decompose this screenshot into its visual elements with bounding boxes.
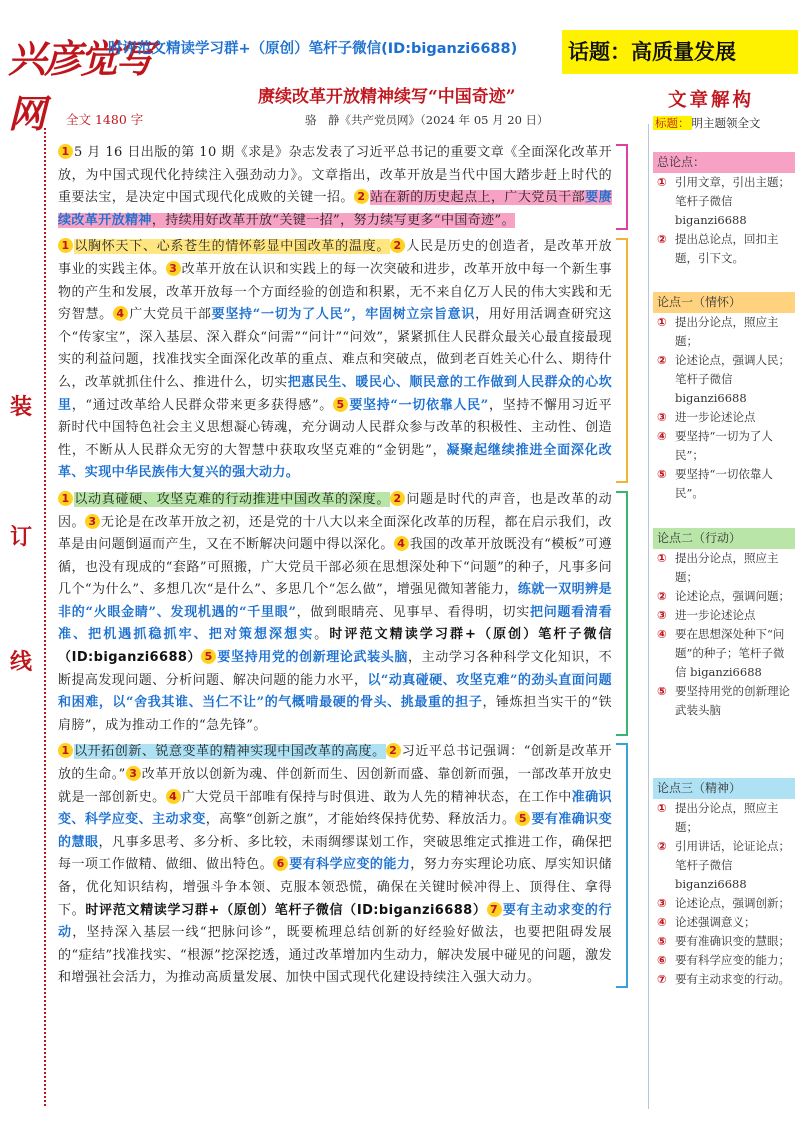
char-count: 全文 1480 字	[66, 112, 144, 127]
sentence-text: 改革开放在认识和实践上的每一次突破和进步，改革开放中每一个新生事物的产生和发展，改革开放每一个方面经验的创造和积累，无不来自亿万人民的伟大实践和无穷智慧。	[58, 261, 612, 323]
sentence-text: 改革开放以创新为魂、伴创新而生、因创新而盛、靠创新而强，一部改革开放史就是一部创新史。	[58, 767, 612, 805]
title-note: 明主题领全文	[691, 116, 761, 130]
sidebar-item-text: 要在思想深处种下“问题”的种子；笔杆子微信 biganzi6688	[675, 627, 785, 679]
sidebar-item-number: ②	[657, 353, 667, 367]
sidebar-section-head: 论点一（情怀）	[653, 292, 795, 313]
key-phrase: 要赓续改革开放精神	[58, 190, 612, 228]
sidebar-item	[653, 932, 795, 951]
sentence-number: 5	[515, 811, 530, 826]
key-phrase: 准确识变、科学应变、主动求变	[58, 789, 613, 828]
sidebar-item-text: 要坚持用党的创新理论武装头脑	[675, 684, 790, 717]
sentence-number: 4	[394, 536, 409, 551]
sentence-number: 3	[85, 514, 100, 529]
sentence-text: ，持续用好改革开放“关键一招”，努力续写更多“中国奇迹”。	[151, 212, 515, 228]
sidebar-item	[653, 625, 795, 682]
sidebar-item-text: 引用文章，引出主题；笔杆子微信 biganzi6688	[675, 175, 790, 227]
article-body	[58, 142, 612, 994]
sentence-text: 广大党员干部	[128, 307, 212, 323]
sidebar-item-text: 论述强调意义；	[675, 915, 756, 929]
sidebar-item-text: 论述论点，强调人民；笔杆子微信 biganzi6688	[675, 353, 790, 405]
sentence-number: 4	[166, 789, 181, 804]
sentence-text: 习近平总书记强调：“创新是改革开放的生命。”	[58, 744, 613, 783]
sidebar-item	[653, 427, 795, 465]
sentence-text: ，用好用活调查研究这个“传家宝”，深入基层、深入群众“问需”“问计”“问效”，紧紧抓住人民群众最关心最直接最现实的利益问题，找准找实全面深化改革的重点、难点和突破点，做到老百姓关心什么、期待什么，改革就抓住什么、推进什么，切实	[58, 307, 612, 390]
sentence-text: ，坚持深入基层一线“把脉问诊”，既要梳理总结创新的好经验好做法，也要把阻碍发展的“症结”找准找实、“根源”挖深挖透，通过改革增加内生动力，解决发展中碰见的问题，激发和增强社会活力，为推动高质量发展、加快中国式现代化建设持续注入强大动力。	[58, 925, 612, 986]
sidebar-item-text: 要坚持“一切为了人民”；	[675, 429, 773, 462]
sentence-text: 5 月 16 日出版的第 10 期《求是》杂志发表了习近平总书记的重要文章《全面深化改革开放，为中国式现代化持续注入强劲动力》。文章指出，改革开放是当代中国大踏步赶上时代的重要法宝，是决定中国式现代化成败的关键一招。	[58, 145, 612, 206]
sidebar-item-number: ①	[657, 801, 667, 815]
sentence-text: 以开拓创新、锐意变革的精神实现中国改革的高度。	[74, 744, 386, 760]
sidebar-item-number: ①	[657, 175, 667, 189]
sidebar-section-2	[653, 292, 795, 503]
sentence-text: 以动真碰硬、攻坚克难的行动推进中国改革的深度。	[74, 491, 391, 507]
sentence-text: 人民是历史的创造者，是改革开放事业的实践主体。	[58, 239, 612, 277]
sidebar-item	[653, 799, 795, 837]
sentence-text: ，努力夯实理论功底、厚实知识储备，优化知识结构，增强斗争本领、克服本领恐慌，确保在关键时候冲得上、顶得住、拿得下。	[58, 857, 612, 918]
sentence-number: 4	[113, 306, 128, 321]
sidebar-item	[653, 549, 795, 587]
binding-dotted-line	[44, 128, 46, 1106]
sidebar-item-text: 进一步论述论点	[675, 410, 756, 424]
key-phrase: 要坚持用党的创新理论武装头脑	[217, 650, 408, 666]
paragraph-2	[58, 236, 612, 485]
sentence-text: 。	[314, 627, 330, 643]
sidebar-item	[653, 606, 795, 625]
sidebar-title-note	[653, 115, 761, 131]
sidebar-item-text: 引用讲话，论证论点；笔杆子微信 biganzi6688	[675, 839, 790, 891]
sentence-text: ，做到眼睛亮、见事早、看得明，切实	[296, 604, 530, 620]
section-bracket	[616, 743, 628, 988]
sidebar-item	[653, 173, 795, 230]
sentence-text: 我国的改革开放既没有“模板”可遵循，也没有现成的“套路”可照搬，广大党员干部必须在思想深处种下“问题”的种子，凡事多问几个“为什么”、多想几次“是什么”、多思几个“怎么做”，增强见微知著能力，	[58, 537, 612, 598]
sidebar-item	[653, 230, 795, 268]
sidebar-item-text: 论述论点，强调创新；	[675, 896, 790, 910]
key-phrase: 练就一双明辨是非的“火眼金睛”、发现机遇的“千里眼”	[58, 582, 612, 620]
sidebar-section-4	[653, 778, 795, 989]
paragraph-3	[58, 489, 612, 738]
sentence-text: ，坚持不懈用习近平新时代中国特色社会主义思想凝心铸魂，充分调动人民群众参与改革的积极性、主动性、创造性，不断从人民群众无穷的大智慧中获取攻坚克难的“金钥匙”，	[58, 397, 612, 458]
sidebar-item-number: ④	[657, 915, 667, 929]
sidebar-item	[653, 951, 795, 970]
sidebar-item-number: ①	[657, 551, 667, 565]
sidebar-item	[653, 682, 795, 720]
paragraph-1	[58, 142, 612, 232]
binding-char-2: 订	[9, 524, 32, 550]
sidebar-item-text: 要有准确识变的慧眼；	[675, 934, 790, 948]
sentence-number: 1	[58, 144, 73, 159]
sidebar-item-text: 提出分论点，照应主题；	[675, 315, 779, 348]
sidebar-item-number: ⑦	[657, 972, 667, 986]
sidebar-item-text: 提出分论点，照应主题；	[675, 551, 779, 584]
sentence-text: ，“通过改革给人民群众带来更多获得感”。	[71, 397, 334, 413]
sidebar-section-head: 论点二（行动）	[653, 528, 795, 549]
sentence-number: 3	[166, 261, 181, 276]
sidebar-item-number: ③	[657, 410, 667, 424]
sentence-number: 1	[58, 491, 73, 506]
site-logo: 兴彦觉写网	[8, 36, 153, 136]
sidebar-item	[653, 351, 795, 408]
key-phrase: 以“动真碰硬、攻坚克难”的劲头直面问题和困难，以“舍我其谁、当仁不让”的气概啃最硬的骨头、挑最重的担子	[58, 672, 613, 711]
sentence-text: 广大党员干部唯有保持与时俱进、敢为人先的精神状态，在工作中	[181, 789, 572, 805]
sentence-number: 2	[386, 743, 401, 758]
sentence-number: 2	[390, 238, 405, 253]
sentence-number: 2	[390, 491, 405, 506]
sidebar-item-text: 要有主动求变的行动。	[675, 972, 790, 986]
key-phrase: 凝聚起继续推进全面深化改革、实现中华民族伟大复兴的强大动力。	[58, 442, 612, 481]
sidebar-item-number: ⑤	[657, 684, 667, 698]
sidebar-section-head: 总论点：	[653, 152, 795, 173]
key-phrase: 要坚持“一切为了人民”，牢固树立宗旨意识	[211, 307, 476, 323]
sidebar-item-number: ②	[657, 839, 667, 853]
sidebar-item-number: ②	[657, 232, 667, 246]
sentence-text: ，主动学习各种科学文化知识，不断提高发现问题、分析问题、解决问题的能力水平，	[58, 650, 612, 688]
sidebar-item	[653, 313, 795, 351]
article-title: 赓续改革开放精神续写“中国奇迹”	[258, 87, 516, 107]
sidebar-section-head: 论点三（精神）	[653, 778, 795, 799]
sidebar-item	[653, 894, 795, 913]
key-phrase: 把惠民生、暖民心、顺民意的工作做到人民群众的心坎里	[58, 374, 612, 413]
sidebar-item-text: 要有科学应变的能力；	[675, 953, 790, 967]
sentence-text: 以胸怀天下、心系苍生的情怀彰显中国改革的温度。	[74, 239, 391, 255]
sidebar-item-text: 提出总论点，回扣主题，引下文。	[675, 232, 779, 265]
sidebar-item-number: ⑥	[657, 953, 667, 967]
key-phrase: 要坚持“一切依靠人民”	[349, 397, 489, 413]
sidebar-item-text: 论述论点，强调问题；	[675, 589, 790, 603]
sidebar-section-1	[653, 152, 795, 268]
promo-title: 时评范文精读学习群+（原创）笔杆子微信(ID:biganzi6688)	[108, 41, 518, 57]
sidebar-item	[653, 837, 795, 894]
key-phrase: 要有主动求变的行动	[58, 902, 613, 941]
sidebar-item-number: ④	[657, 627, 667, 641]
sidebar-item-number: ②	[657, 589, 667, 603]
sidebar-item-number: ④	[657, 429, 667, 443]
promo-text: 时评范文精读学习群+（原创）笔杆子微信（ID:biganzi6688）	[58, 627, 612, 666]
sidebar-item	[653, 408, 795, 427]
binding-char-1: 装	[9, 394, 32, 420]
sentence-number: 2	[354, 189, 369, 204]
sidebar-title: 文章解构	[668, 90, 755, 111]
sentence-number: 1	[58, 743, 73, 758]
sentence-number: 7	[487, 902, 502, 917]
sidebar-item-number: ③	[657, 608, 667, 622]
topic-badge: 话题：高质量发展	[562, 30, 798, 74]
sentence-text: ，锤炼担当实干的“铁肩膀”，成为推动工作的“急先锋”。	[58, 695, 612, 733]
sidebar-item-text: 要坚持“一切依靠人民”。	[675, 467, 773, 500]
sentence-text: ，凡事多思考、多分析、多比较，未雨绸缪谋划工作，突破思维定式推进工作，确保把每一项工作做精、做细、做出特色。	[58, 834, 612, 873]
key-phrase: 要有科学应变的能力	[289, 857, 411, 873]
sentence-text: 问题是时代的声音，也是改革的动因。	[58, 491, 612, 530]
paragraph-4	[58, 741, 612, 990]
key-phrase: 把问题看清看准、把机遇抓稳抓牢、把对策想深想实	[58, 604, 612, 643]
promo-text: 时评范文精读学习群+（原创）笔杆子微信（ID:biganzi6688）	[85, 902, 487, 918]
sidebar-item	[653, 465, 795, 503]
sidebar-item-text: 进一步论述论点	[675, 608, 756, 622]
sentence-text: 无论是在改革开放之初，还是党的十八大以来全面深化改革的历程，都在启示我们，改革是由问题倒逼而产生，又在不断解决问题中得以深化。	[58, 514, 612, 553]
sidebar-item-number: ①	[657, 315, 667, 329]
sentence-number: 5	[333, 397, 348, 412]
sentence-number: 5	[201, 649, 216, 664]
sentence-text: ，高擎“创新之旗”，才能始终保持优势、释放活力。	[205, 812, 516, 828]
key-phrase: 要有准确识变的慧眼	[58, 812, 612, 850]
title-label: 标题：	[655, 116, 690, 130]
sidebar-item	[653, 970, 795, 989]
sidebar-section-3	[653, 528, 795, 720]
sidebar-divider	[648, 124, 649, 1109]
section-bracket	[616, 238, 628, 483]
sidebar-item	[653, 913, 795, 932]
sentence-text: 站在新的历史起点上，广大党员干部	[369, 190, 586, 206]
sidebar-item	[653, 587, 795, 606]
byline: 骆 静《共产党员网》（2024 年 05 月 20 日）	[305, 113, 549, 127]
sidebar-item-number: ③	[657, 896, 667, 910]
section-bracket	[616, 491, 628, 736]
sentence-number: 1	[58, 238, 73, 253]
sentence-number: 3	[126, 766, 141, 781]
section-bracket	[616, 144, 628, 230]
binding-char-3: 线	[9, 649, 32, 675]
sidebar-item-text: 提出分论点，照应主题；	[675, 801, 779, 834]
sentence-number: 6	[273, 856, 288, 871]
sidebar-item-number: ⑤	[657, 934, 667, 948]
sidebar-item-number: ⑤	[657, 467, 667, 481]
